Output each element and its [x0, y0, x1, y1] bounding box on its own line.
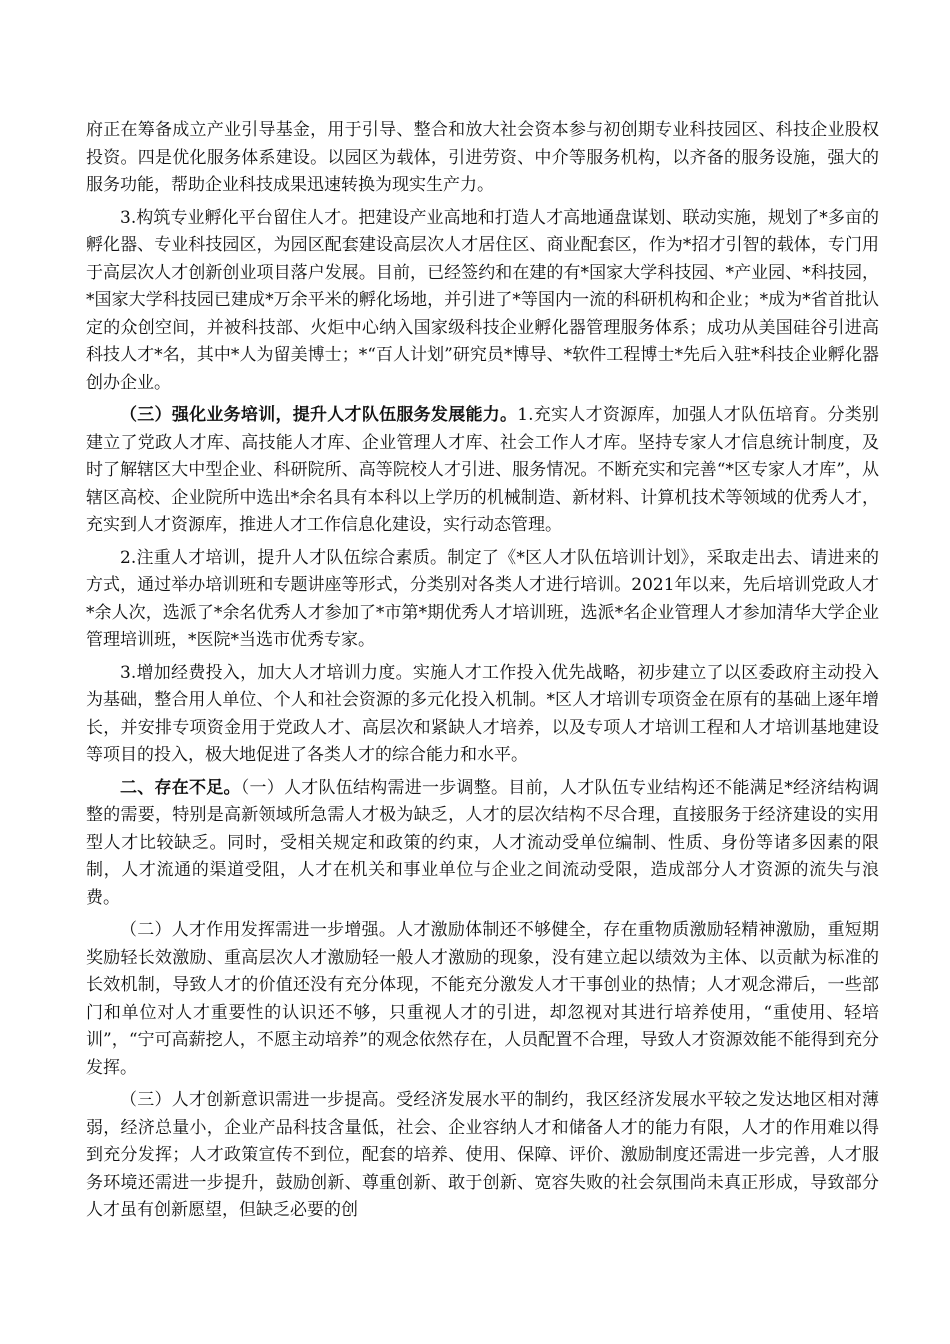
document-page	[86, 117, 879, 1230]
paragraph-6-text: （一）人才队伍结构需进一步调整。目前，人才队伍专业结构还不能满足*经济结构调整的需要，特别是高新领域所急需人才极为缺乏，人才的层次结构不尽合理，直接服务于经济建设的实用型人才比较缺乏。同时，受相关规定和政策的约束，人才流动受单位编制、性质、身份等诸多因素的限制，人才流通的渠道受阻，人才在机关和事业单位与企业之间流动受限，造成部分人才资源的流失与浪费。	[86, 777, 879, 908]
paragraph-6	[86, 775, 879, 913]
paragraph-2-text: 3.构筑专业孵化平台留住人才。把建设产业高地和打造人才高地通盘谋划、联动实施，规划了*多亩的孵化器、专业科技园区，为园区配套建设高层次人才居住区、商业配套区，作为*招才引智的载体，专门用于高层次人才创新创业项目落户发展。目前，已经签约和在建的有*国家大学科技园、*产业园、*科技园，*国家大学科技园已建成*万余平米的孵化场地，并引进了*等国内一流的科研机构和企业；*成为*省首批认定的众创空间，并被科技部、火炬中心纳入国家级科技企业孵化器管理服务体系；成功从美国硅谷引进高科技人才*名，其中*人为留美博士；*“百人计划”研究员*博导、*软件工程博士*先后入驻*科技企业孵化器创办企业。	[86, 207, 879, 393]
paragraph-8-text: （三）人才创新意识需进一步提高。受经济发展水平的制约，我区经济发展水平较之发达地区相对薄弱，经济总量小，企业产品科技含量低，社会、企业容纳人才和储备人才的能力有限，人才的作用难以得到充分发挥；人才政策宣传不到位，配套的培养、使用、保障、评价、激励制度还需进一步完善，人才服务环境还需进一步提升，鼓励创新、尊重创新、敢于创新、宽容失败的社会氛围尚未真正形成，导致部分人才虽有创新愿望，但缺乏必要的创	[86, 1090, 879, 1220]
paragraph-5	[86, 660, 879, 770]
paragraph-5-text: 3.增加经费投入，加大人才培训力度。实施人才工作投入优先战略，初步建立了以区委政府主动投入为基础，整合用人单位、个人和社会资源的多元化投入机制。*区人才培训专项资金在原有的基础上逐年增长，并安排专项资金用于党政人才、高层次和紧缺人才培养，以及专项人才培训工程和人才培训基地建设等项目的投入，极大地促进了各类人才的综合能力和水平。	[86, 662, 879, 765]
paragraph-3-text: 1.充实人才资源库，加强人才队伍培育。分类别建立了党政人才库、高技能人才库、企业管理人才库、社会工作人才库。坚持专家人才信息统计制度，及时了解辖区大中型企业、科研院所、高等院校人才引进、服务情况。不断充实和完善“*区专家人才库”，从辖区高校、企业院所中选出*余名具有本科以上学历的机械制造、新材料、计算机技术等领域的优秀人才，充实到人才资源库，推进人才工作信息化建设，实行动态管理。	[86, 405, 879, 535]
paragraph-4	[86, 545, 879, 655]
paragraph-4-text: 2.注重人才培训，提升人才队伍综合素质。制定了《*区人才队伍培训计划》，采取走出去、请进来的方式，通过举办培训班和专题讲座等形式，分类别对各类人才进行培训。2021年以来，先后培训党政人才*余人次，选派了*余名优秀人才参加了*市第*期优秀人才培训班，选派*名企业管理人才参加清华大学企业管理培训班，*医院*当选市优秀专家。	[86, 547, 879, 650]
section-heading-shortcomings: 二、存在不足。	[120, 777, 241, 798]
section-heading-training: （三）强化业务培训，提升人才队伍服务发展能力。	[120, 405, 518, 425]
paragraph-3	[86, 402, 879, 540]
paragraph-1	[86, 117, 879, 200]
paragraph-1-text: 府正在筹备成立产业引导基金，用于引导、整合和放大社会资本参与初创期专业科技园区、科技企业股权投资。四是优化服务体系建设。以园区为载体，引进劳资、中介等服务机构，以齐备的服务设施，强大的服务功能，帮助企业科技成果迅速转换为现实生产力。	[86, 120, 879, 195]
paragraph-2	[86, 205, 879, 398]
paragraph-7-text: （二）人才作用发挥需进一步增强。人才激励体制还不够健全，存在重物质激励轻精神激励，重短期奖励轻长效激励、重高层次人才激励轻一般人才激励的现象，没有建立起以绩效为主体、以贡献为标准的长效机制，导致人才的价值还没有充分体现，不能充分激发人才干事创业的热情；人才观念滞后，一些部门和单位对人才重要性的认识还不够，只重视人才的引进，却忽视对其进行培养使用，“重使用、轻培训”，“宁可高薪挖人，不愿主动培养”的观念依然存在，人员配置不合理，导致人才资源效能不能得到充分发挥。	[86, 920, 879, 1078]
paragraph-8	[86, 1087, 879, 1225]
paragraph-7	[86, 917, 879, 1082]
